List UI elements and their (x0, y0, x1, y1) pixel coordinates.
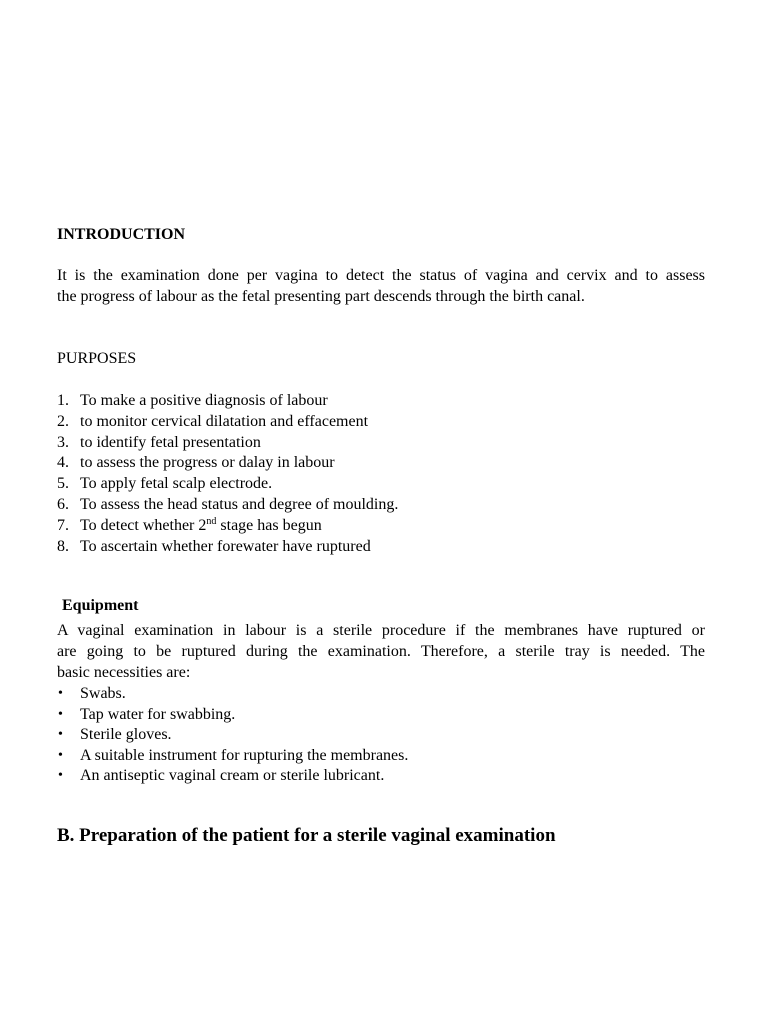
purpose-text: to monitor cervical dilatation and effacement (80, 412, 369, 430)
purpose-item (57, 537, 705, 558)
equipment-item-text: Tap water for swabbing. (80, 705, 236, 723)
purpose-text: To ascertain whether forewater have ruptured (80, 537, 371, 555)
purpose-text: to assess the progress or dalay in labour (80, 454, 335, 472)
equipment-item (57, 684, 705, 705)
introduction-heading: INTRODUCTION (57, 226, 186, 243)
bullet-icon: • (58, 686, 63, 701)
purpose-text-start: To detect whether 2 (80, 516, 207, 534)
purposes-heading: PURPOSES (57, 350, 137, 367)
equipment-item (57, 725, 705, 746)
purposes-list (57, 391, 705, 557)
equipment-item-text: Swabs. (80, 685, 126, 702)
equipment-item (57, 746, 705, 767)
purpose-item (57, 412, 705, 433)
equipment-item-text: A suitable instrument for rupturing the membranes. (80, 746, 409, 764)
equipment-item (57, 705, 705, 726)
equipment-list (57, 684, 705, 787)
ordinal-suffix: nd (206, 515, 217, 527)
purpose-item (57, 516, 705, 537)
purpose-number: 2. (57, 412, 69, 430)
purpose-item (57, 391, 705, 412)
equipment-item-text: Sterile gloves. (80, 726, 172, 743)
bullet-icon: • (58, 768, 63, 783)
purpose-item (57, 495, 705, 516)
purpose-number: 5. (57, 475, 69, 493)
purpose-text: To assess the head status and degree of moulding. (80, 495, 399, 513)
equipment-line-3: basic necessities are: (57, 663, 191, 681)
equipment-heading: Equipment (62, 597, 139, 614)
purpose-number: 1. (57, 392, 69, 409)
purpose-number: 6. (57, 495, 69, 513)
purpose-number: 4. (57, 454, 69, 472)
equipment-line-1: A vaginal examination in labour is a sterile procedure if the membranes have ruptured or (57, 622, 705, 639)
introduction-paragraph (57, 266, 705, 308)
purpose-item (57, 433, 705, 454)
purpose-item (57, 453, 705, 474)
equipment-paragraph (57, 621, 705, 683)
bullet-icon: • (58, 747, 63, 763)
section-b-heading: B. Preparation of the patient for a sterile vaginal examination (57, 825, 556, 846)
purpose-item (57, 474, 705, 495)
purpose-number: 7. (57, 516, 69, 534)
equipment-item-text: An antiseptic vaginal cream or sterile lubricant. (80, 767, 385, 784)
introduction-line-1: It is the examination done per vagina to detect the status of vagina and cervix and to assess (57, 267, 705, 284)
purpose-text: To apply fetal scalp electrode. (80, 475, 273, 493)
purpose-text: to identify fetal presentation (80, 433, 261, 451)
purpose-text: To make a positive diagnosis of labour (80, 392, 328, 409)
bullet-icon: • (58, 706, 63, 722)
purpose-number: 3. (57, 433, 69, 451)
bullet-icon: • (58, 727, 63, 742)
equipment-line-2: are going to be ruptured during the examination. Therefore, a sterile tray is needed. The (57, 642, 705, 660)
purpose-number: 8. (57, 537, 69, 555)
introduction-line-2: the progress of labour as the fetal presenting part descends through the birth canal. (57, 287, 585, 305)
equipment-item (57, 766, 705, 787)
purpose-text-end: stage has begun (216, 516, 322, 534)
